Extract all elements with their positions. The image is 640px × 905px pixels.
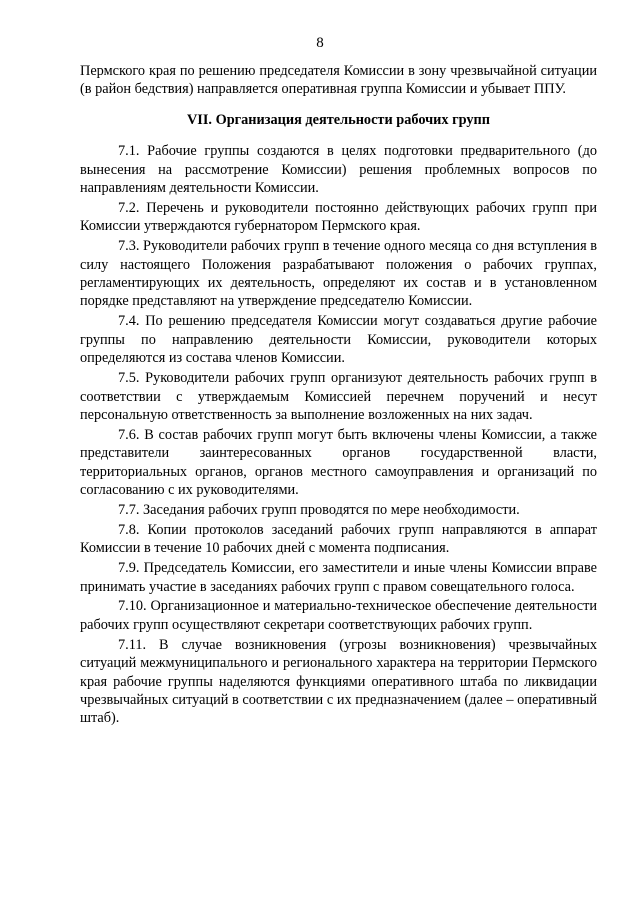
paragraph-7-2: 7.2. Перечень и руководители постоянно действующих рабочих групп при Комиссии утверждаются губернатором Пермского края. xyxy=(80,199,597,235)
paragraph-7-11: 7.11. В случае возникновения (угрозы возникновения) чрезвычайных ситуаций межмуниципального и регионального характера на территории Пермского края рабочие группы наделяются функциями оперативного штаба по ликвидации чрезвычайных ситуаций в соответствии с их предназначением (далее – оперативный штаб). xyxy=(80,636,597,727)
document-body xyxy=(80,62,597,728)
paragraph-7-4: 7.4. По решению председателя Комиссии могут создаваться другие рабочие группы по направлению деятельности Комиссии, руководители которых определяются из состава членов Комиссии. xyxy=(80,313,597,367)
paragraph-7-1: 7.1. Рабочие группы создаются в целях подготовки предварительного (до вынесения на рассмотрение Комиссии) решения проблемных вопросов по направлениям деятельности Комиссии. xyxy=(80,143,597,197)
paragraph-7-7: 7.7. Заседания рабочих групп проводятся по мере необходимости. xyxy=(118,501,520,518)
paragraph-7-3: 7.3. Руководители рабочих групп в течение одного месяца со дня вступления в силу настоящего Положения разрабатывают положения о рабочих группах, регламентирующих их деятельность, определяют их состав и в установленном порядке представляют на утверждение председателю Комиссии. xyxy=(80,238,598,310)
page-number: 8 xyxy=(316,35,324,51)
paragraph-7-5: 7.5. Руководители рабочих групп организуют деятельность рабочих групп в соответствии с утверждаемым Комиссией перечнем поручений и несут персональную ответственность за выполнение возложенных на них задач. xyxy=(80,370,597,423)
paragraph-7-8: 7.8. Копии протоколов заседаний рабочих групп направляются в аппарат Комиссии в течение 10 рабочих дней с момента подписания. xyxy=(80,521,597,557)
paragraph-7-9: 7.9. Председатель Комиссии, его заместители и иные члены Комиссии вправе принимать участие в заседаниях рабочих групп с правом совещательного голоса. xyxy=(80,560,597,595)
paragraph-7-10: 7.10. Организационное и материально-техническое обеспечение деятельности рабочих групп осуществляют секретари соответствующих рабочих групп. xyxy=(80,598,597,633)
paragraph-7-6: 7.6. В состав рабочих групп могут быть включены члены Комиссии, а также представители заинтересованных органов государственной власти, территориальных органов, органов местного самоуправления и организаций по согласованию с их руководителями. xyxy=(80,426,597,499)
section-heading: VII. Организация деятельности рабочих групп xyxy=(186,111,491,128)
paragraph-continuation: Пермского края по решению председателя Комиссии в зону чрезвычайной ситуации (в район бедствия) направляется оперативная группа Комиссии и убывает ППУ. xyxy=(80,63,597,98)
